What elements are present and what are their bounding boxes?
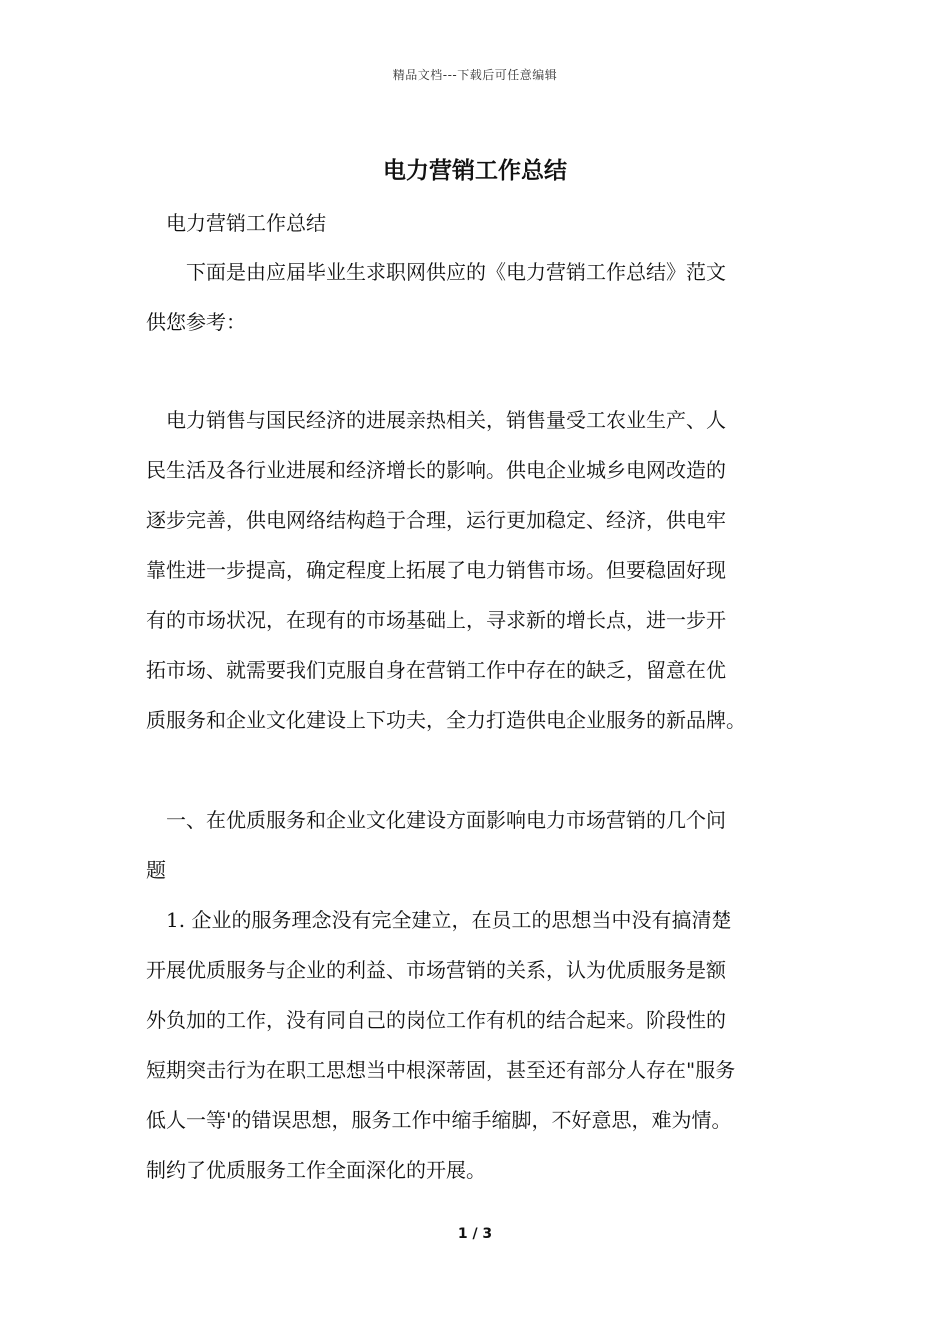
paragraph-line: 制约了优质服务工作全面深化的开展。: [146, 1158, 486, 1182]
document-title: 电力营销工作总结: [383, 158, 567, 184]
header-note: 精品文档---下载后可任意编辑: [392, 68, 558, 82]
paragraph-line: 外负加的工作，没有同自己的岗位工作有机的结合起来。阶段性的: [146, 1008, 726, 1032]
paragraph-line: 开展优质服务与企业的利益、市场营销的关系，认为优质服务是额: [146, 958, 726, 982]
intro-line: 下面是由应届毕业生求职网供应的《电力营销工作总结》范文: [146, 260, 726, 284]
paragraph-line: 靠性进一步提高，确定程度上拓展了电力销售市场。但要稳固好现: [146, 558, 726, 582]
paragraph-service-concept: [146, 895, 810, 1195]
section-heading: [146, 795, 810, 895]
paragraph-line: 逐步完善，供电网络结构趋于合理，运行更加稳定、经济，供电牢: [146, 508, 726, 532]
paragraph-line: 1. 企业的服务理念没有完全建立，在员工的思想当中没有搞清楚: [146, 908, 732, 932]
paragraph-line: 短期突击行为在职工思想当中根深蒂固，甚至还有部分人存在"服务: [146, 1058, 736, 1082]
heading-line: 一、在优质服务和企业文化建设方面影响电力市场营销的几个问: [146, 808, 726, 832]
paragraph-line: 拓市场、就需要我们克服自身在营销工作中存在的缺乏，留意在优: [146, 658, 726, 682]
paragraph-line: 民生活及各行业进展和经济增长的影响。供电企业城乡电网改造的: [146, 458, 726, 482]
paragraph-line: 质服务和企业文化建设上下功夫，全力打造供电企业服务的新品牌。: [146, 708, 746, 732]
intro-paragraph: [146, 247, 810, 347]
heading-line: 题: [146, 858, 166, 882]
subtitle: 电力营销工作总结: [166, 211, 326, 235]
paragraph-line: 低人一等'的错误思想，服务工作中缩手缩脚，不好意思，难为情。: [146, 1108, 732, 1132]
paragraph-line: 有的市场状况，在现有的市场基础上，寻求新的增长点，进一步开: [146, 608, 726, 632]
paragraph-line: 电力销售与国民经济的进展亲热相关，销售量受工农业生产、人: [146, 408, 726, 432]
paragraph-market: [146, 395, 810, 745]
page-number: 1 / 3: [457, 1226, 493, 1242]
intro-line: 供您参考：: [146, 310, 246, 334]
